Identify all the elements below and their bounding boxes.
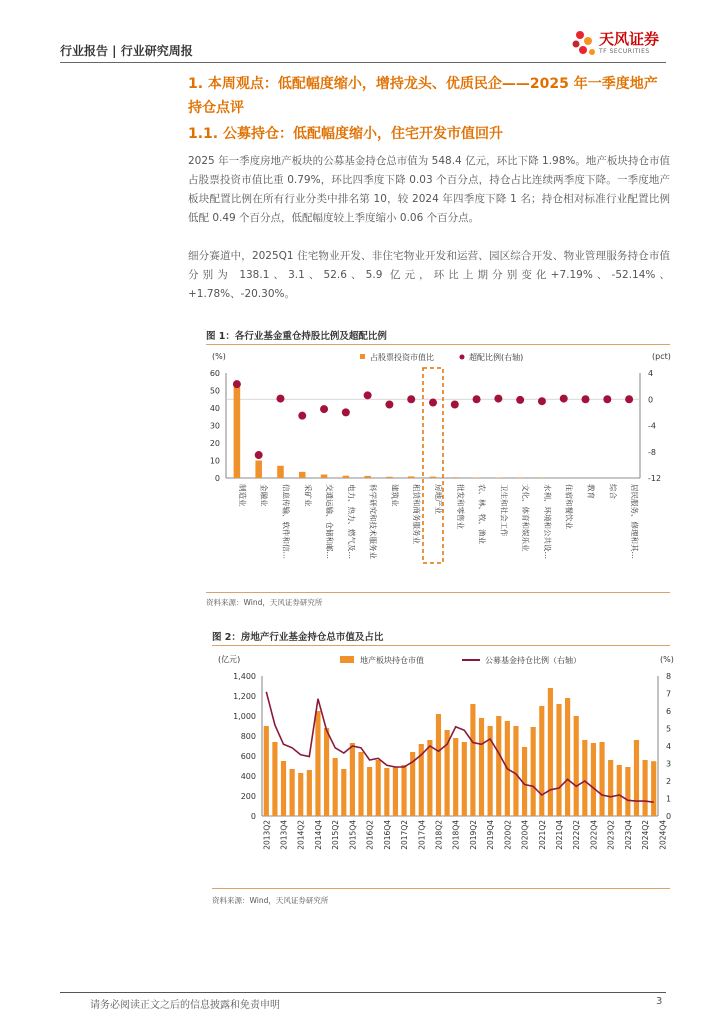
fig1-dot	[473, 395, 481, 403]
fig2-right-tick: 8	[666, 672, 672, 681]
fig2-legend-bar-swatch	[340, 656, 354, 663]
fig1-dot	[560, 395, 568, 403]
fig2-bar	[591, 743, 596, 816]
fig1-bar	[255, 461, 262, 479]
fig1-x-label: 交通运输、仓储和邮…	[325, 484, 335, 559]
fig2-right-tick: 5	[666, 724, 672, 734]
paragraph-2: 细分赛道中，2025Q1 住宅物业开发、非住宅物业开发和运营、园区综合开发、物业管理服务持仓市值分别为 138.1、3.1、52.6、5.9 亿元，环比上期分别变化+7.19%、-52.14%、+1.78%、-20.30%。	[188, 250, 670, 300]
fig1-bar	[234, 382, 241, 478]
report-category: 行业报告 | 行业研究周报	[60, 44, 193, 58]
fig1-bar	[452, 477, 459, 478]
fig2-left-tick: 0	[250, 812, 256, 821]
fig1-dot	[451, 401, 459, 409]
fig1-legend-bar-swatch	[360, 354, 365, 359]
fig2-source: 资料来源：Wind，天风证券研究所	[212, 896, 329, 905]
fig1-dot	[429, 399, 437, 407]
fig2-bar	[479, 718, 484, 816]
fig2-right-tick: 6	[666, 707, 672, 716]
fig2-x-label: 2020Q2	[503, 820, 513, 850]
fig2-x-label: 2018Q2	[434, 820, 444, 850]
fig2-x-label: 2024Q2	[641, 820, 651, 850]
fig2-bar	[427, 740, 432, 816]
fig1-dot	[255, 451, 263, 459]
fig2-bar	[264, 726, 269, 816]
fig2-bar	[565, 698, 570, 816]
fig2-right-tick: 7	[666, 689, 672, 699]
fig2-bar	[548, 688, 553, 816]
fig1-left-tick: 30	[209, 421, 220, 431]
fig1-x-label: 科学研究和技术服务业	[368, 484, 378, 559]
fig2-x-label: 2016Q2	[365, 820, 375, 850]
fig2-bar	[307, 770, 312, 816]
fig1-x-label: 卫生和社会工作	[499, 484, 509, 537]
fig1-right-unit: (pct)	[652, 352, 671, 361]
fig1-x-label: 农、林、牧、渔业	[477, 484, 487, 544]
fig1-x-label: 电力、热力、燃气及…	[346, 484, 356, 559]
fig2-x-label: 2020Q4	[520, 820, 530, 850]
fig1-bottom-rule	[206, 592, 670, 593]
fig1-left-tick: 50	[209, 386, 220, 396]
paragraph-1: 2025 年一季度房地产板块的公募基金持仓总市值为 548.4 亿元，环比下降 1.98%。地产板块持仓市值占股票投资市值比重 0.79%，环比四季度下降 0.03 个百分点，持仓占比连续两季度下降。一季度地产板块配置比例在所有行业分类中排名第 10，较 2024 年四季度下降 1 名；持仓相对标准行业配置比例低配 0.49 个百分点，低配幅度较上季度缩小 0.06 个百分点。	[188, 155, 670, 224]
fig1-bar	[364, 476, 371, 478]
fig1-right-tick: -12	[648, 474, 662, 483]
fig2-right-tick: 3	[666, 759, 672, 769]
fig1-bar	[299, 472, 306, 478]
fig1-x-label: 信息传输、软件和信…	[281, 484, 291, 559]
fig1-dot	[364, 391, 372, 399]
fig2-bar	[324, 728, 329, 816]
fig2-x-label: 2013Q4	[279, 820, 289, 850]
fig2-right-tick: 4	[666, 742, 672, 751]
fig2-title-rule	[212, 645, 670, 646]
fig1-x-label: 文化、体育和娱乐业	[521, 484, 531, 552]
fig2-bar	[556, 704, 561, 816]
fig2-legend-line-label: 公募基金持仓比例（右轴）	[485, 656, 581, 665]
fig1-bar	[386, 477, 393, 478]
fig1-dot	[494, 395, 502, 403]
fig1-right-tick: 0	[648, 395, 654, 405]
fig2-bar	[341, 769, 346, 816]
fig1-left-tick: 40	[209, 404, 220, 413]
section-heading: 1. 本周观点：低配幅度缩小，增持龙头、优质民企——2025 年一季度地产持仓点评	[188, 76, 658, 116]
fig1-dot	[233, 380, 241, 388]
logo-name: 天风证券	[599, 30, 660, 48]
fig1-right-tick: -4	[648, 421, 656, 431]
fig2-x-label: 2019Q4	[486, 820, 496, 850]
fig2-x-label: 2022Q4	[589, 820, 599, 850]
fig2-x-label: 2014Q2	[296, 820, 306, 850]
footer-divider	[60, 992, 666, 993]
fig1-x-label: 综合	[608, 484, 618, 499]
fig2-bar	[599, 742, 604, 816]
fig2-bar	[436, 714, 441, 816]
fig1-dot	[516, 396, 524, 404]
fig2-bar	[470, 704, 475, 816]
fig2-bar	[531, 727, 536, 816]
fig2-bar	[333, 758, 338, 816]
fig2-right-tick: 1	[666, 794, 672, 804]
fig1-dot	[298, 412, 306, 420]
fig1-dot	[276, 395, 284, 403]
fig1-bar	[495, 477, 502, 478]
fig1-bar	[321, 475, 328, 479]
fig1-chart	[200, 345, 680, 600]
fig2-x-label: 2022Q2	[572, 820, 582, 850]
fig2-left-tick: 1,000	[233, 712, 256, 721]
header-divider	[60, 62, 666, 63]
fig1-highlight-box	[423, 368, 443, 563]
page-number: 3	[656, 996, 663, 1007]
fig1-dot	[342, 408, 350, 416]
fig1-legend-bar-label: 占股票投资市值比	[370, 353, 434, 362]
fig2-bar	[281, 761, 286, 816]
fig1-bar	[343, 476, 350, 478]
fig1-right-tick: 4	[648, 369, 654, 378]
fig1-dot	[320, 405, 328, 413]
fig2-title: 图 2：房地产行业基金持仓总市值及占比	[212, 632, 384, 643]
fig1-dot	[538, 397, 546, 405]
subsection-heading: 1.1. 公募持仓：低配幅度缩小，住宅开发市值回升	[188, 126, 503, 142]
fig2-legend-bar-label: 地产板块持仓市值	[360, 656, 424, 665]
fig2-x-label: 2021Q4	[555, 820, 564, 850]
fig2-bar	[651, 761, 656, 816]
fig2-bar	[393, 767, 398, 816]
fig2-bar	[376, 760, 381, 816]
fig2-x-label: 2021Q2	[537, 820, 547, 850]
fig1-bar	[517, 477, 524, 478]
fig2-x-label: 2017Q2	[400, 820, 410, 850]
logo-subtitle: TF SECURITIES	[599, 48, 650, 55]
fig1-bar	[408, 476, 415, 478]
fig1-x-label: 建筑业	[390, 484, 400, 507]
fig1-x-label: 批发和零售业	[455, 484, 465, 529]
fig2-bar	[298, 773, 303, 816]
fig2-bar	[513, 726, 518, 816]
fig2-x-label: 2015Q2	[331, 820, 341, 850]
fig1-left-tick: 20	[209, 439, 220, 448]
fig2-right-unit: (%)	[660, 655, 674, 664]
fig2-bar	[608, 760, 613, 816]
fig1-x-label: 金融业	[259, 484, 269, 507]
fig1-x-label: 采矿业	[303, 484, 313, 507]
fig1-left-tick: 10	[209, 456, 220, 466]
fig2-x-label: 2015Q4	[348, 820, 358, 850]
fig2-x-label: 2013Q2	[262, 820, 272, 850]
fig2-bar	[634, 740, 639, 816]
fig1-dot	[582, 395, 590, 403]
fig1-dot	[625, 395, 633, 403]
fig2-bar	[384, 768, 389, 816]
fig2-bar	[643, 760, 648, 816]
fig2-bar	[539, 706, 544, 816]
fig2-left-tick: 1,400	[233, 672, 256, 681]
fig2-bar	[315, 711, 320, 816]
fig1-x-label: 租赁和商务服务业	[412, 484, 422, 544]
fig2-right-tick: 2	[666, 777, 672, 786]
fig2-bar	[496, 716, 501, 816]
fig2-bar	[367, 767, 372, 816]
fig2-x-label: 2016Q4	[382, 820, 392, 850]
fig2-left-unit: (亿元)	[218, 655, 241, 664]
fig2-x-label: 2024Q4	[658, 820, 668, 850]
fig1-x-label: 居民服务、修理和其…	[630, 484, 640, 559]
fig1-bar	[277, 466, 284, 478]
fig2-right-tick: 0	[666, 812, 672, 821]
fig2-bar	[462, 742, 467, 816]
fig2-left-tick: 600	[240, 752, 256, 761]
fig2-bar	[574, 716, 579, 816]
fig2-bar	[350, 743, 355, 816]
fig1-left-unit: (%)	[212, 352, 226, 361]
fig1-source: 资料来源：Wind，天风证券研究所	[206, 598, 323, 607]
fig2-left-tick: 1,200	[233, 692, 256, 701]
fig2-x-label: 2017Q4	[417, 820, 427, 850]
fig1-legend-dot-swatch	[460, 355, 465, 360]
fig2-bar	[401, 765, 406, 816]
fig2-x-label: 2018Q4	[451, 820, 461, 850]
fig2-bar	[272, 742, 277, 816]
fig1-bar	[430, 477, 437, 478]
fig2-left-tick: 800	[240, 732, 256, 741]
fig1-dot	[603, 395, 611, 403]
fig1-legend-dot-label: 超配比例(右轴)	[469, 353, 524, 362]
fig1-title: 图 1：各行业基金重仓持股比例及超配比例	[206, 331, 387, 342]
fig1-x-label: 房地产业	[434, 484, 443, 514]
fig2-x-label: 2023Q2	[606, 820, 616, 850]
fig2-x-label: 2014Q4	[313, 820, 323, 850]
fig1-bar	[473, 477, 480, 478]
fig1-dot	[407, 395, 415, 403]
fig1-dot	[385, 401, 393, 409]
fig2-x-label: 2023Q4	[623, 820, 633, 850]
footer-disclaimer: 请务必阅读正文之后的信息披露和免责申明	[90, 1000, 280, 1011]
fig2-bar	[625, 767, 630, 816]
fig2-left-tick: 400	[240, 772, 256, 781]
fig2-bar	[582, 740, 587, 816]
fig1-x-label: 制造业	[237, 484, 247, 507]
fig1-x-label: 住宿和餐饮业	[564, 484, 574, 529]
fig2-bar	[290, 769, 295, 816]
fig1-left-tick: 60	[209, 369, 220, 378]
fig2-chart	[210, 648, 680, 886]
fig2-bottom-rule	[212, 888, 670, 889]
fig2-bar	[617, 765, 622, 816]
fig1-x-label: 水利、环境和公共设…	[542, 484, 552, 559]
fig2-x-label: 2019Q2	[468, 820, 478, 850]
fig1-x-label: 教育	[586, 484, 596, 499]
fig2-bar	[453, 738, 458, 816]
fig1-left-tick: 0	[214, 474, 220, 483]
fig2-bar	[358, 752, 363, 816]
fig2-left-tick: 200	[240, 792, 256, 801]
fig1-right-tick: -8	[648, 447, 656, 457]
